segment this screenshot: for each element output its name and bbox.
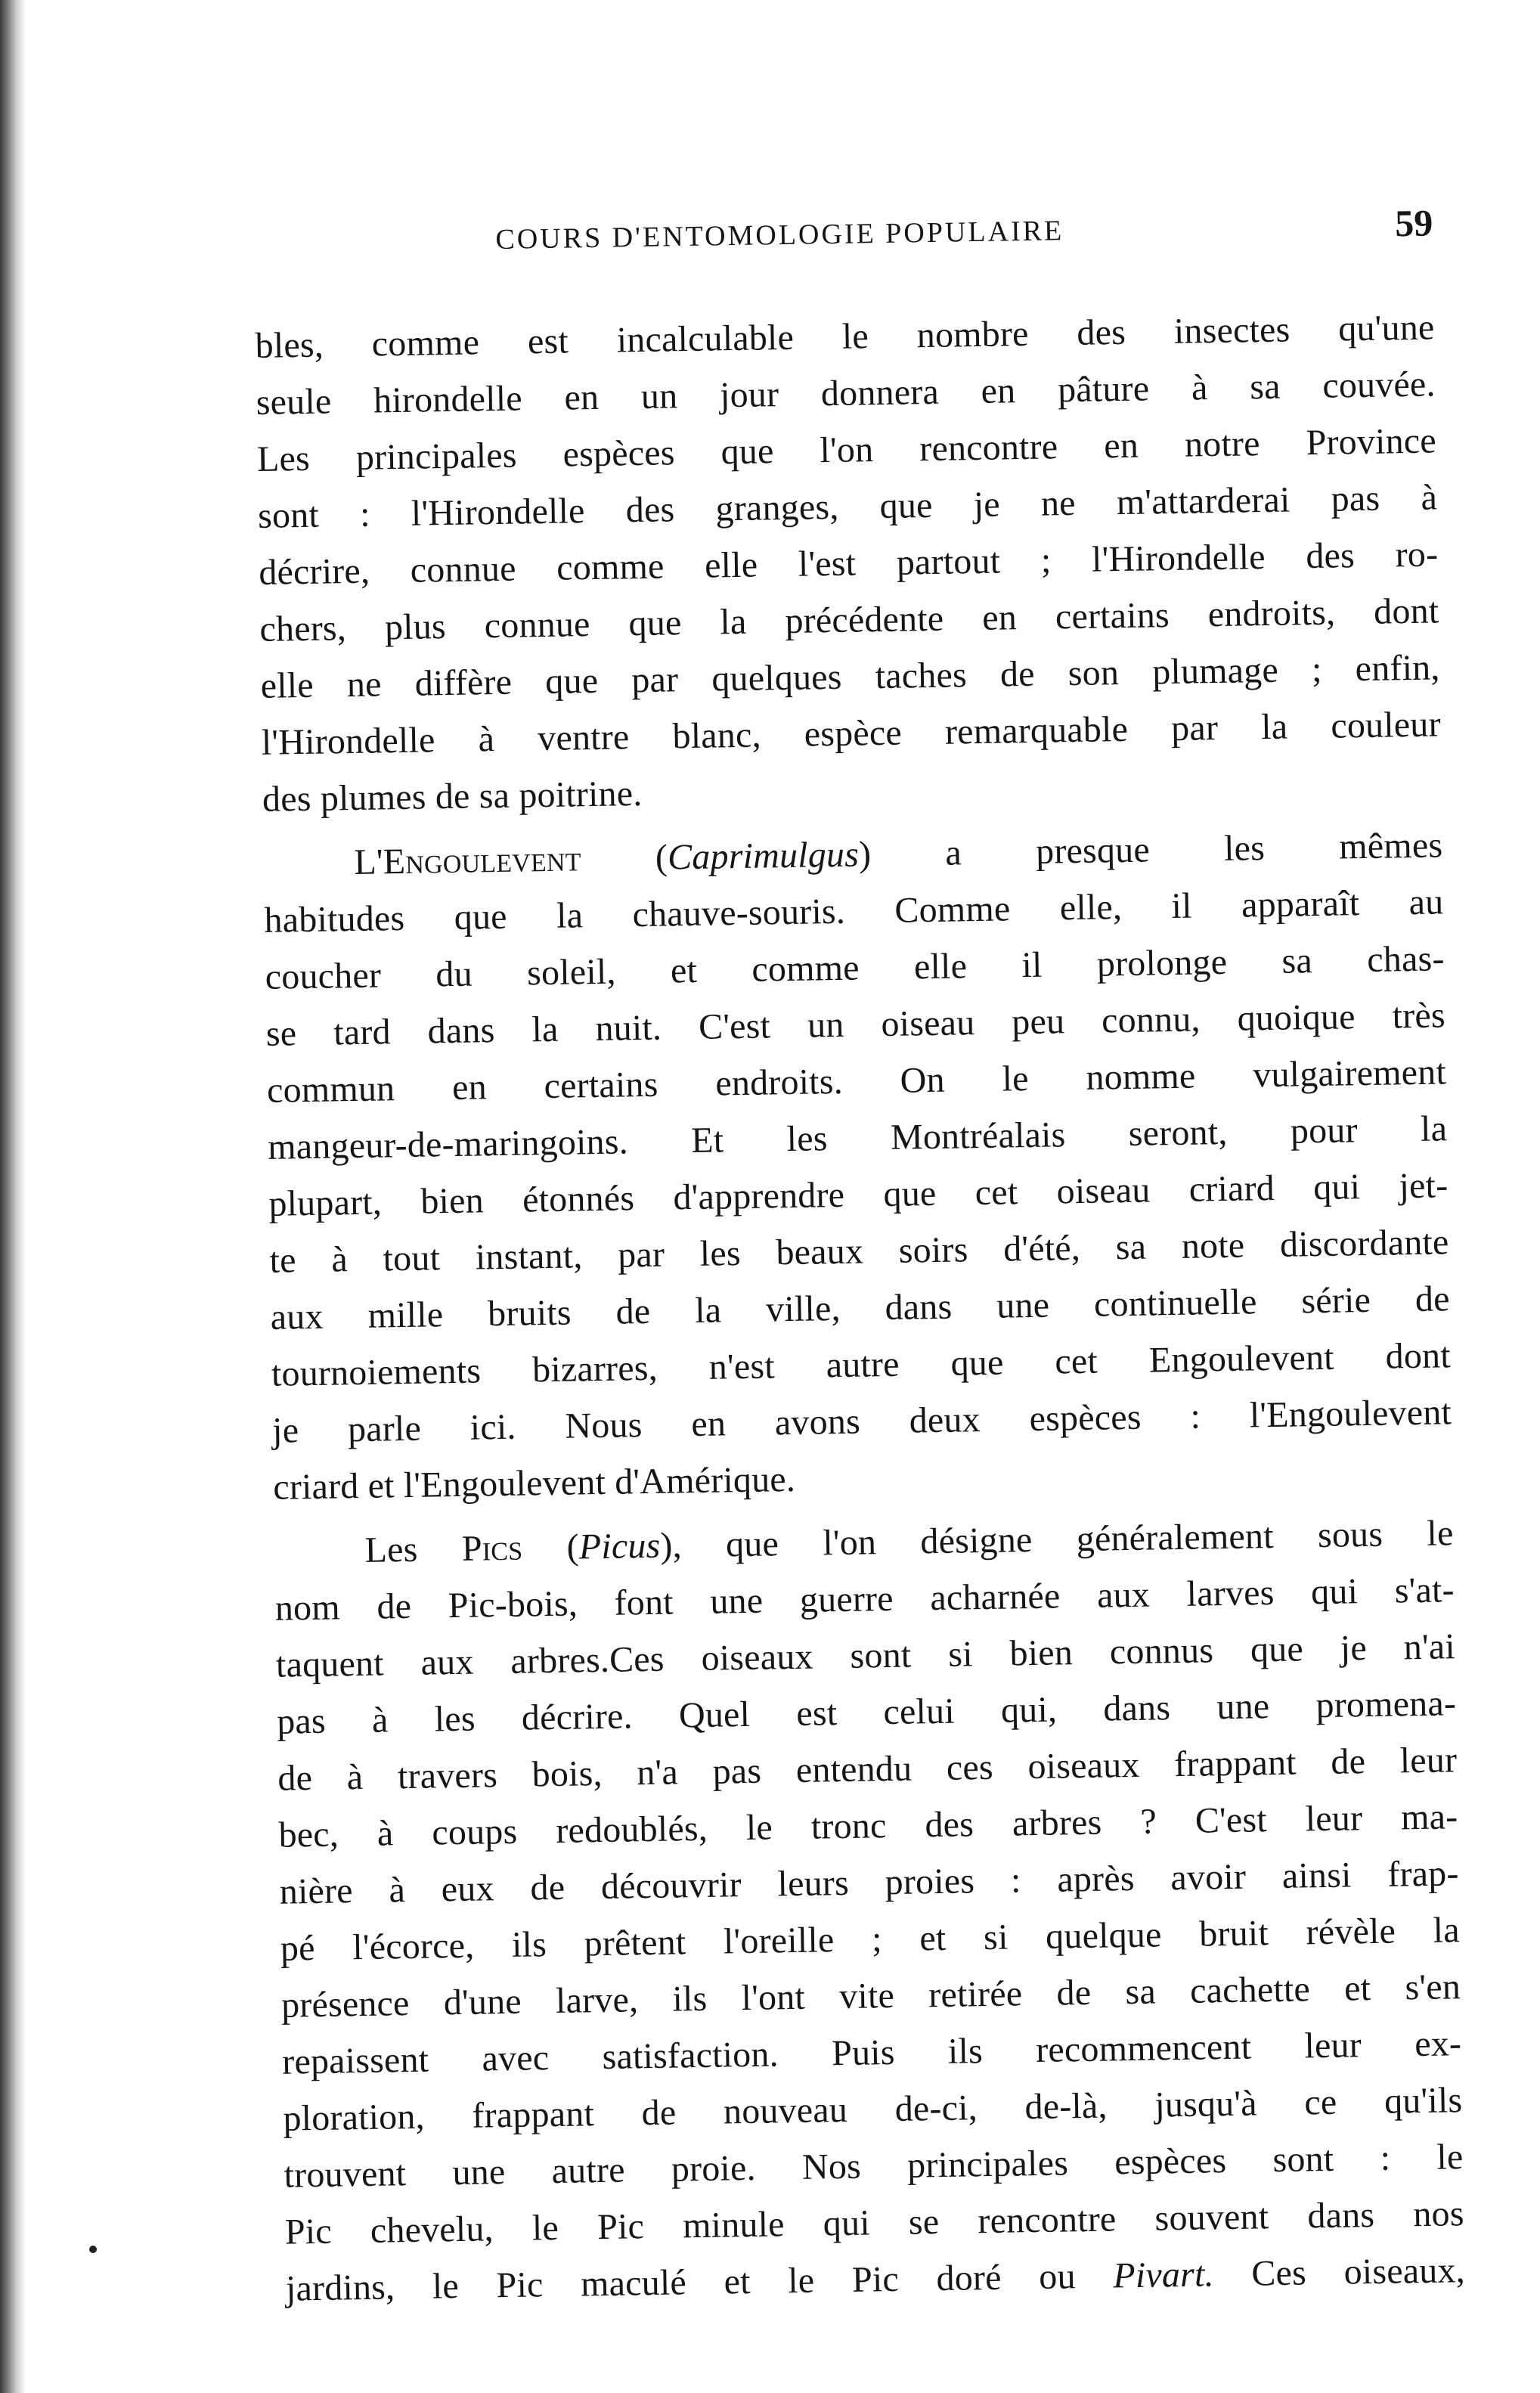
paragraph-swallows xyxy=(255,299,1442,827)
text-line: présence d'une larve, ils l'ont vite retirée de sa cachette et s'en xyxy=(280,1967,1461,2026)
text-line: sont : l'Hirondelle des granges, que je ne m'attarderai pas à xyxy=(257,477,1438,536)
text-line: se tard dans la nuit. C'est un oiseau peu connu, quoique très xyxy=(265,995,1446,1054)
text-line: ploration, frappant de nouveau de-ci, de-là, jusqu'à ce qu'ils xyxy=(283,2080,1463,2139)
running-title: COURS D'ENTOMOLOGIE POPULAIRE xyxy=(495,215,1064,256)
book-page xyxy=(253,200,1465,2317)
text-line: pé l'écorce, ils prêtent l'oreille ; et si quelque bruit révèle la xyxy=(280,1910,1461,1969)
text-line: chers, plus connue que la précédente en certains endroits, dont xyxy=(259,591,1439,649)
paragraph-engoulevent xyxy=(263,817,1453,1515)
text-line: trouvent une autre proie. Nos principales espèces sont : le xyxy=(284,2137,1464,2196)
text-line: nière à eux de découvrir leurs proies : après avoir ainsi frap- xyxy=(279,1853,1459,1912)
running-header xyxy=(253,200,1433,271)
text-line: coucher du soleil, et comme elle il prolonge sa chas- xyxy=(265,938,1445,997)
text-line: nom de Pic-bois, font une guerre acharnée aux larves qui s'at- xyxy=(274,1570,1455,1629)
text-line: bles, comme est incalculable le nombre des insectes qu'une xyxy=(255,307,1435,366)
text-line: Pic chevelu, le Pic minule qui se rencontre souvent dans nos xyxy=(284,2193,1465,2252)
text-line: décrire, connue comme elle l'est partout ; l'Hirondelle des ro- xyxy=(258,534,1439,593)
latin-name: Picus xyxy=(578,1525,661,1567)
text-line: te à tout instant, par les beaux soirs d'été, sa note discordante xyxy=(269,1222,1449,1281)
text-line: pas à les décrire. Quel est celui qui, dans une promena- xyxy=(276,1683,1457,1742)
text-line: taquent aux arbres.Ces oiseaux sont si bien connus que je n'ai xyxy=(275,1626,1456,1685)
text-line: commun en certains endroits. On le nomme vulgairement xyxy=(266,1052,1447,1111)
paragraph-first-line: L'Engoulevent (Caprimulgus) a presque les mêmes xyxy=(353,825,1443,883)
species-term: Pics xyxy=(461,1527,523,1569)
text-line: aux mille bruits de la ville, dans une continuelle série de xyxy=(270,1279,1451,1338)
text-line: jardins, le Pic maculé et le Pic doré ou Pivart. Ces oiseaux, xyxy=(285,2250,1466,2309)
latin-name: Pivart. xyxy=(1112,2254,1215,2296)
text-line: habitudes que la chauve-souris. Comme elle, il apparaît au xyxy=(264,882,1444,941)
text-line: l'Hirondelle à ventre blanc, espèce remarquable par la couleur xyxy=(261,704,1442,763)
latin-name: Caprimulgus xyxy=(667,834,860,878)
text-line: de à travers bois, n'a pas entendu ces oiseaux frappant de leur xyxy=(277,1740,1458,1799)
paragraph-pics xyxy=(274,1505,1465,2317)
text-line: des plumes de sa poitrine. xyxy=(262,773,643,820)
text-line: criard et l'Engoulevent d'Amérique. xyxy=(272,1458,796,1508)
page-binding-edge xyxy=(0,0,26,2393)
text-line: bec, à coups redoublés, le tronc des arbres ? C'est leur ma- xyxy=(278,1796,1458,1855)
text-line: seule hirondelle en un jour donnera en pâture à sa couvée. xyxy=(256,364,1436,423)
species-term: L'Engoulevent xyxy=(353,838,582,883)
text-line: je parle ici. Nous en avons deux espèces : l'Engoulevent xyxy=(271,1392,1452,1451)
paragraph-first-line: Les Pics (Picus), que l'on désigne généralement sous le xyxy=(364,1513,1454,1570)
text-line: plupart, bien étonnés d'apprendre que cet oiseau criard qui jet- xyxy=(268,1165,1449,1224)
page-number: 59 xyxy=(1394,201,1433,245)
scan-speck xyxy=(89,2246,97,2253)
text-line: repaissent avec satisfaction. Puis ils recommencent leur ex- xyxy=(281,2023,1462,2082)
text-line: elle ne diffère que par quelques taches de son plumage ; enfin, xyxy=(260,647,1440,706)
text-line: tournoiements bizarres, n'est autre que cet Engoulevent dont xyxy=(271,1335,1452,1394)
text-line: Les principales espèces que l'on rencontre en notre Province xyxy=(256,420,1437,479)
text-line: mangeur-de-maringoins. Et les Montréalais seront, pour la xyxy=(267,1108,1448,1167)
